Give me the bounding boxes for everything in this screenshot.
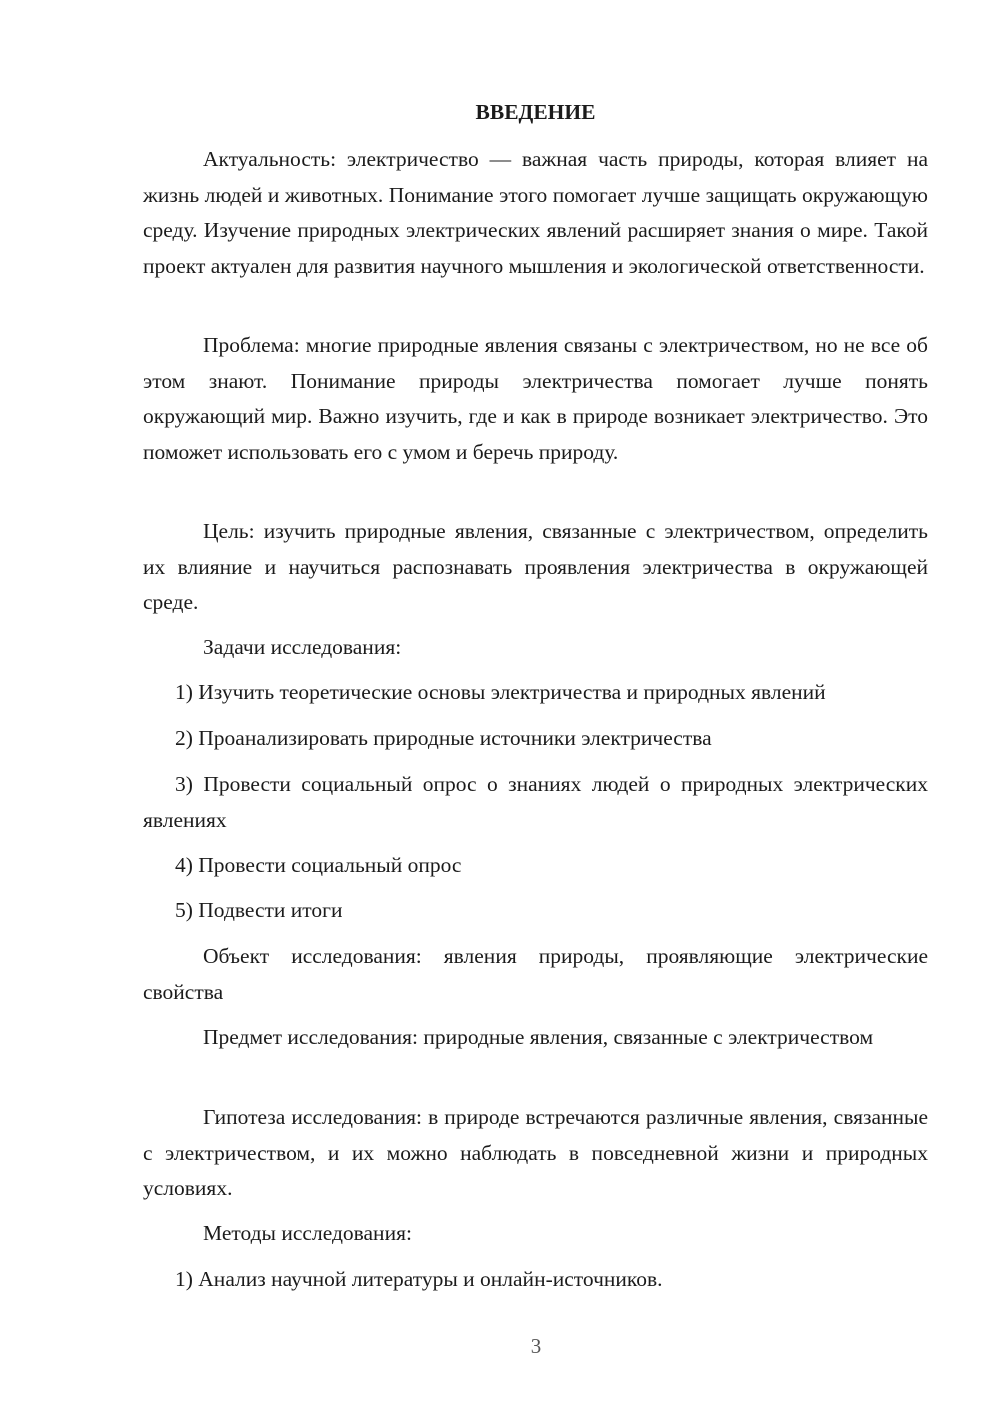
task-item-5: 5) Подвести итоги xyxy=(175,898,343,922)
paragraph-object: Объект исследования: явления природы, проявляющие электрические свойства xyxy=(143,944,928,1004)
section-heading: ВВЕДЕНИЕ xyxy=(475,100,596,124)
paragraph-hypothesis: Гипотеза исследования: в природе встречаются различные явления, связанные с электричеством, и их можно наблюдать в повседневной жизни и природных условиях. xyxy=(143,1105,928,1200)
method-item-1: 1) Анализ научной литературы и онлайн-источников. xyxy=(175,1267,663,1291)
paragraph-goal: Цель: изучить природные явления, связанные с электричеством, определить их влияние и научиться распознавать проявления электричества в окружающей среде. xyxy=(143,519,928,614)
task-item-1: 1) Изучить теоретические основы электричества и природных явлений xyxy=(175,680,826,704)
page-number: 3 xyxy=(530,1334,542,1358)
paragraph-problem: Проблема: многие природные явления связаны с электричеством, но не все об этом знают. Понимание природы электричества помогает лучше понять окружающий мир. Важно изучить, где и как в природе возникает электричество. Это поможет использовать его с умом и беречь природу. xyxy=(143,333,928,464)
methods-heading: Методы исследования: xyxy=(203,1221,412,1245)
paragraph-relevance: Актуальность: электричество — важная часть природы, которая влияет на жизнь людей и животных. Понимание этого помогает лучше защищать окружающую среду. Изучение природных электрических явлений расширяет знания о мире. Такой проект актуален для развития научного мышления и экологической ответственности. xyxy=(143,147,928,278)
task-item-4: 4) Провести социальный опрос xyxy=(175,853,462,877)
tasks-heading: Задачи исследования: xyxy=(203,635,402,659)
paragraph-subject: Предмет исследования: природные явления, связанные с электричеством xyxy=(203,1025,874,1049)
task-item-3: 3) Провести социальный опрос о знаниях людей о природных электрических явлениях xyxy=(143,772,928,832)
task-item-2: 2) Проанализировать природные источники электричества xyxy=(175,726,712,750)
